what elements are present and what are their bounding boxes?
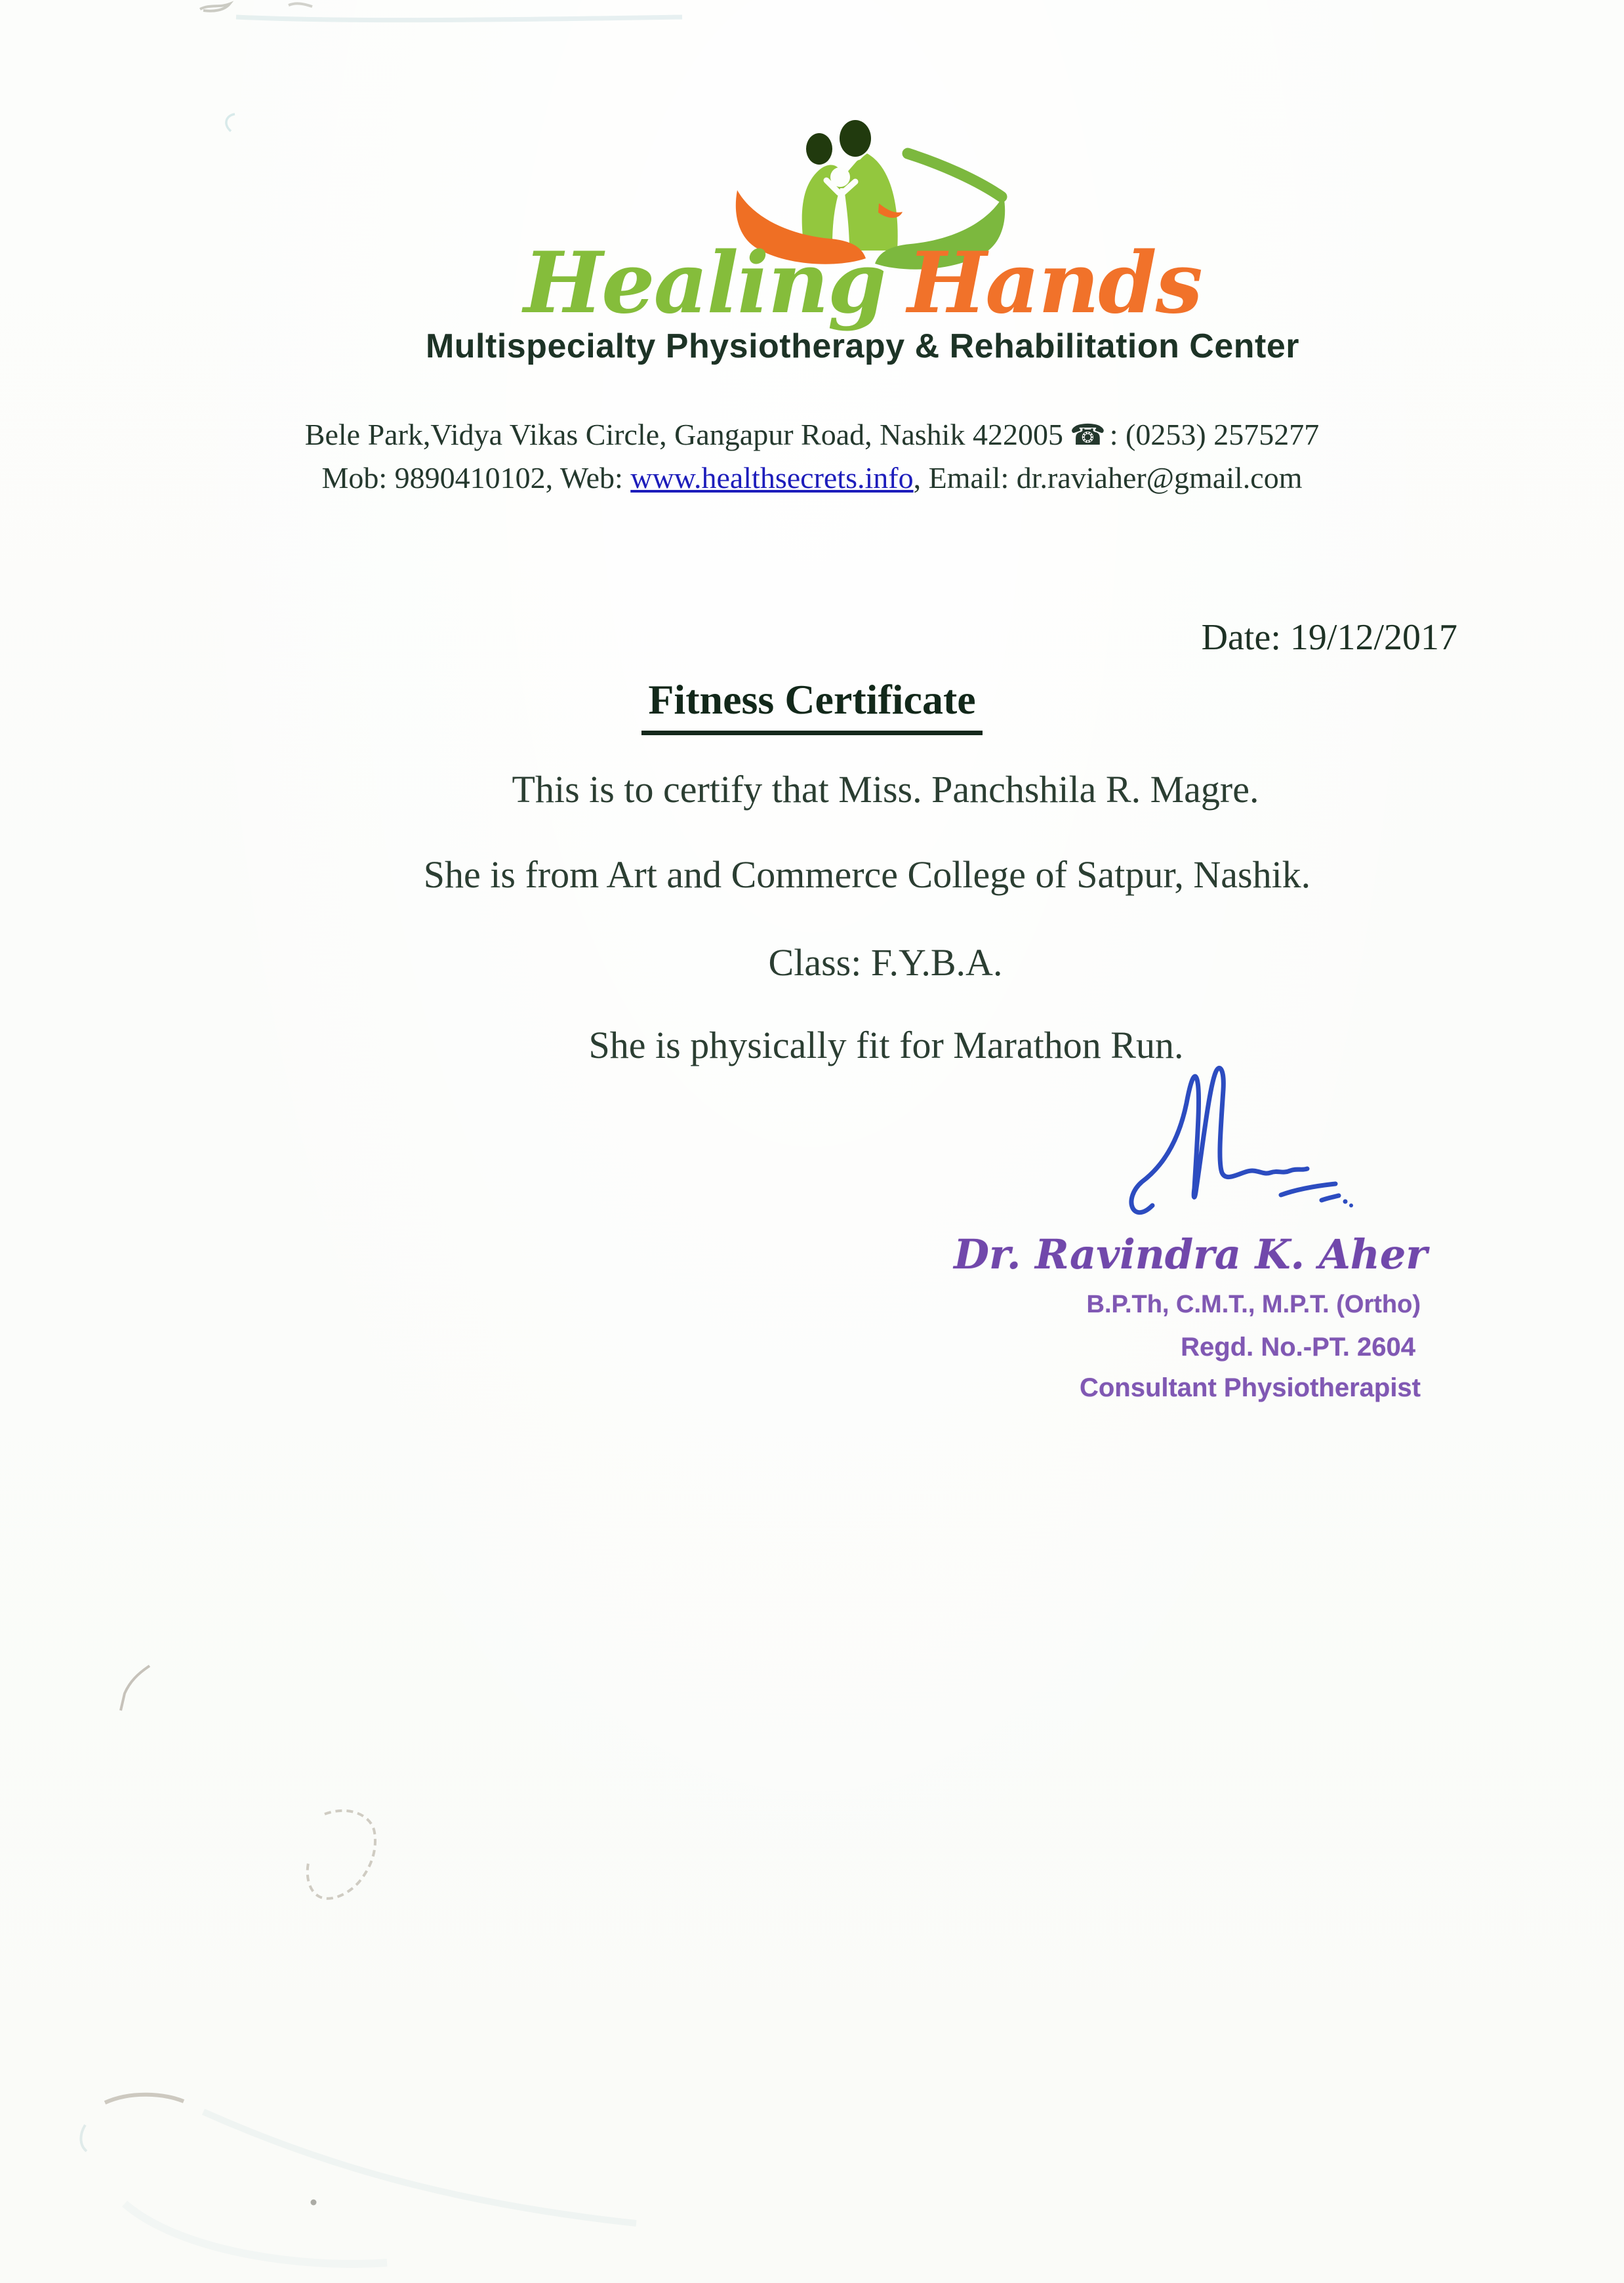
organization-subtitle: Multispecialty Physiotherapy & Rehabilitation Center [425,327,1300,365]
right-figure-head [840,120,871,157]
wordmark-healing: Healing [523,234,885,333]
stamp-credentials: B.P.Th, C.M.T., M.P.T. (Ortho) [1086,1291,1421,1318]
stamp-registration-number: Regd. No.-PT. 2604 [1181,1333,1415,1362]
scan-artifact-top-smudge [184,0,774,30]
certificate-line: This is to certify that Miss. Panchshila R. Magre. [512,768,1259,811]
website-link: www.healthsecrets.info [630,461,914,495]
certificate-line: She is physically fit for Marathon Run. [588,1024,1184,1066]
certificate-line: Class: F.Y.B.A. [768,941,1003,984]
phone-icon: ☎ [1069,418,1106,452]
wordmark-hands: Hands [907,234,1202,333]
stamp-doctor-name: Dr. Ravindra K. Aher [954,1230,1427,1278]
stamp-designation: Consultant Physiotherapist [1079,1373,1421,1402]
scan-artifact-pencil-arc [298,1804,384,1915]
phone-number: : (0253) 2575277 [1109,418,1320,451]
logo-wordmark [51,234,1624,333]
email-text: , Email: dr.raviaher@gmail.com [913,461,1303,495]
mobile-web-text: Mob: 9890410102, Web: [321,461,631,495]
date-line: Date: 19/12/2017 [1201,617,1457,658]
scan-artifact-blue-curl [216,110,243,136]
contact-line [0,460,1624,495]
certificate-title: Fitness Certificate [0,676,1624,735]
left-figure-head [806,133,832,165]
scan-artifact-bottom-smudge [46,2086,800,2282]
address-line [0,417,1624,452]
scan-artifact-pencil-tick [98,1659,171,1718]
certificate-line: She is from Art and Commerce College of Satpur, Nashik. [423,853,1311,896]
address-text: Bele Park,Vidya Vikas Circle, Gangapur Road, Nashik 422005 [304,418,1063,451]
doctor-signature [1112,1062,1394,1253]
